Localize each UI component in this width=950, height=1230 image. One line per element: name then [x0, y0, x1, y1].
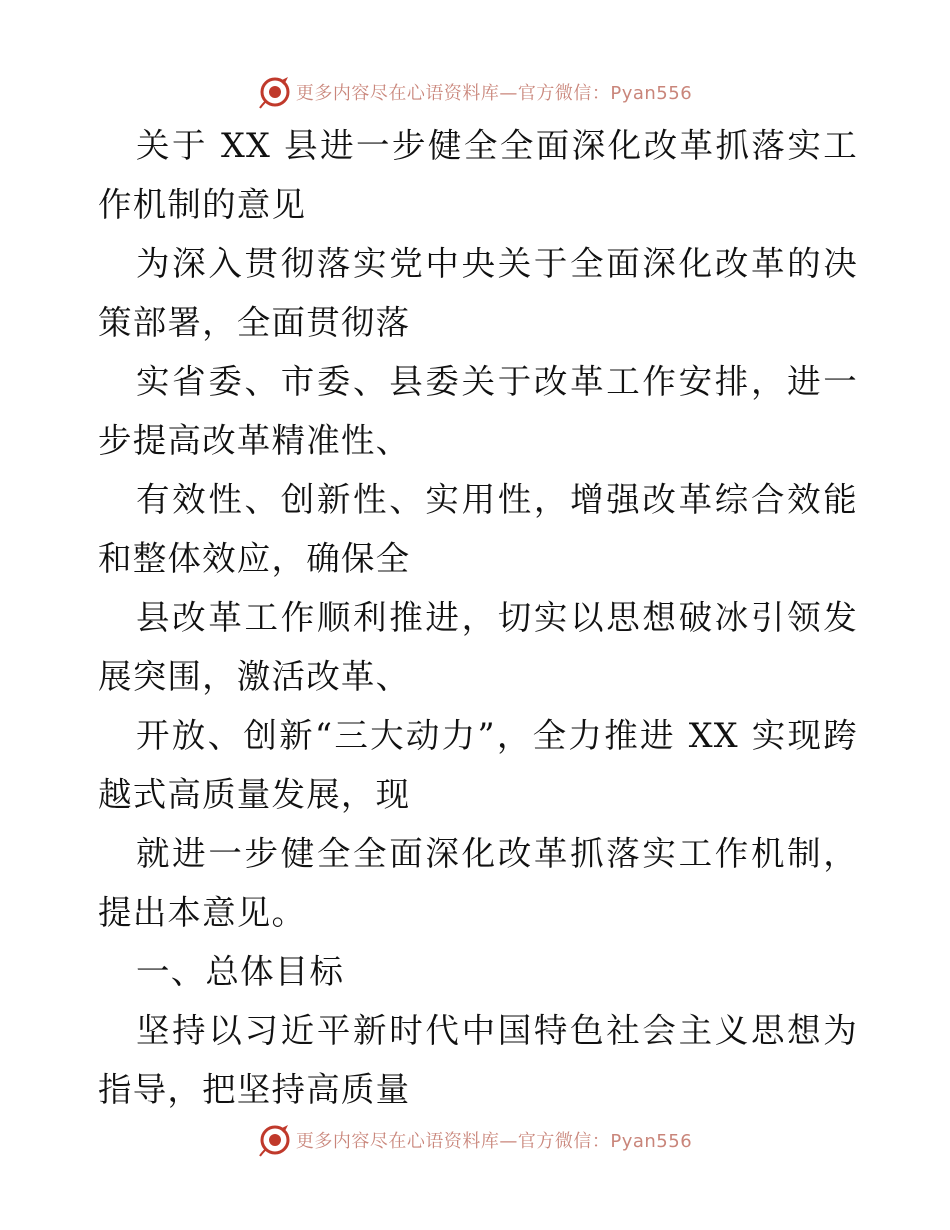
paragraph: 实省委、市委、县委关于改革工作安排，进一步提高改革精准性、: [98, 362, 858, 460]
header-watermark: [0, 72, 950, 112]
watermark-text: 更多内容尽在心语资料库—官方微信：Pyan556: [295, 1131, 693, 1152]
paragraph: 县改革工作顺利推进，切实以思想破冰引领发展突围，激活改革、: [98, 598, 858, 696]
paragraph: 开放、创新“三大动力”，全力推进 XX 实现跨越式高质量发展，现: [98, 716, 858, 814]
paragraph: 坚持以习近平新时代中国特色社会主义思想为指导，把坚持高质量: [98, 1011, 858, 1109]
watermark-logo-icon: [258, 75, 292, 109]
document-body: [98, 116, 858, 1119]
paragraph: 有效性、创新性、实用性，增强改革综合效能和整体效应，确保全: [98, 480, 858, 578]
paragraph: 为深入贯彻落实党中央关于全面深化改革的决策部署，全面贯彻落: [98, 244, 858, 342]
watermark-logo-icon: [258, 1123, 292, 1157]
footer-watermark: [0, 1120, 950, 1160]
document-title: 关于 XX 县进一步健全全面深化改革抓落实工作机制的意见: [98, 126, 858, 224]
section-heading: 一、总体目标: [136, 952, 345, 991]
paragraph: 就进一步健全全面深化改革抓落实工作机制，提出本意见。: [98, 834, 858, 932]
watermark-text: 更多内容尽在心语资料库—官方微信：Pyan556: [295, 83, 693, 104]
